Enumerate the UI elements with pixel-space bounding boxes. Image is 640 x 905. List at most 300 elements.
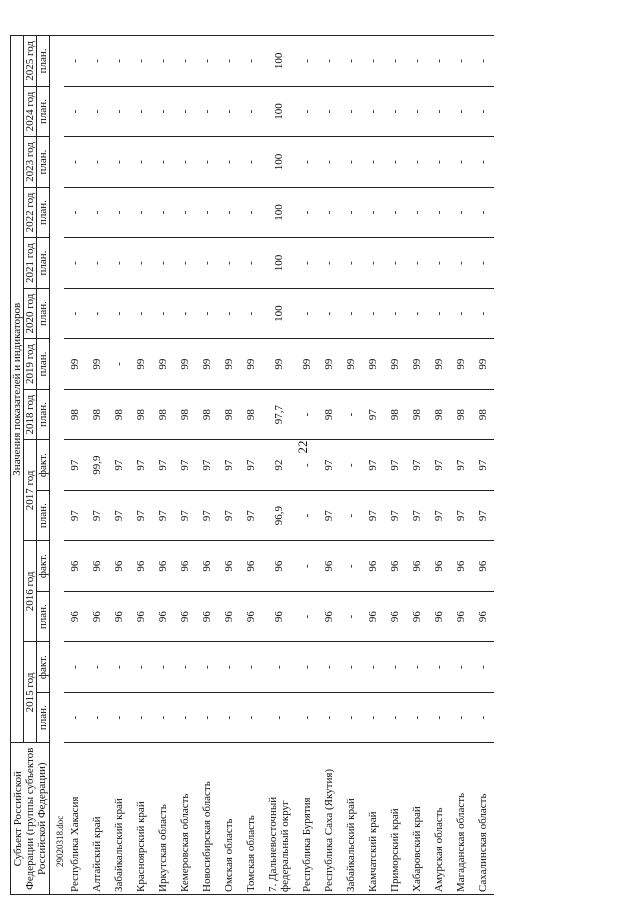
footer-filename: 29020318.doc [55, 815, 65, 867]
value-cell: - [130, 238, 152, 289]
value-cell: - [152, 642, 174, 693]
value-cell: - [296, 36, 318, 87]
subject-name [450, 743, 472, 895]
value-cell: - [240, 187, 262, 238]
subject-name [152, 743, 174, 895]
table-row [240, 36, 262, 895]
value-cell: - [296, 389, 318, 440]
value-cell: - [196, 86, 218, 137]
value-cell: 97 [450, 490, 472, 541]
value-cell: - [362, 86, 384, 137]
value-cell: - [450, 86, 472, 137]
value-cell: - [64, 187, 86, 238]
value-cell: - [86, 187, 108, 238]
value-cell: - [340, 288, 362, 339]
value-cell: - [108, 137, 130, 188]
subject-label: Новосибирская область [201, 781, 213, 892]
value-cell: 97 [406, 490, 428, 541]
subject-name [174, 743, 196, 895]
value-cell: - [218, 36, 240, 87]
value-cell: 97 [472, 490, 494, 541]
value-cell: - [130, 86, 152, 137]
subject-label: Хабаровский край [411, 806, 423, 892]
value-cell: - [318, 288, 340, 339]
value-cell: 97 [240, 490, 262, 541]
value-cell: - [108, 86, 130, 137]
value-cell: - [174, 137, 196, 188]
header-year: 2016 год [24, 541, 37, 642]
value-cell: 99 [472, 339, 494, 390]
header-plan: план. [37, 389, 50, 440]
value-cell: - [196, 36, 218, 87]
value-cell: 97 [384, 490, 406, 541]
value-cell: - [340, 642, 362, 693]
value-cell: - [406, 187, 428, 238]
value-cell: - [196, 288, 218, 339]
value-cell: 96 [108, 591, 130, 642]
header-plan: план. [37, 86, 50, 137]
value-cell: - [362, 288, 384, 339]
value-cell: - [384, 86, 406, 137]
value-cell: 99 [152, 339, 174, 390]
header-plan: план. [37, 137, 50, 188]
value-cell: - [86, 36, 108, 87]
value-cell: 98 [384, 389, 406, 440]
value-cell: - [340, 187, 362, 238]
value-cell: 98 [196, 389, 218, 440]
value-cell: 96 [240, 591, 262, 642]
value-cell: 99 [362, 339, 384, 390]
table-row [174, 36, 196, 895]
value-cell: 96 [318, 591, 340, 642]
subject-label: Камчатский край [367, 811, 379, 892]
value-cell: 96 [86, 541, 108, 592]
value-cell: - [64, 86, 86, 137]
value-cell: 99 [340, 339, 362, 390]
table-row [108, 36, 130, 895]
header-fact: факт. [37, 440, 50, 491]
header-plan: план. [37, 238, 50, 289]
value-cell: 98 [218, 389, 240, 440]
subject-name [384, 743, 406, 895]
value-cell: - [472, 642, 494, 693]
value-cell: - [296, 642, 318, 693]
value-cell: - [240, 288, 262, 339]
value-cell: 99 [174, 339, 196, 390]
value-cell: 97 [174, 440, 196, 491]
value-cell: 96 [86, 591, 108, 642]
value-cell: 98 [318, 389, 340, 440]
value-cell: - [86, 692, 108, 743]
value-cell: 99 [384, 339, 406, 390]
value-cell: - [472, 288, 494, 339]
value-cell: - [130, 187, 152, 238]
value-cell: 98 [174, 389, 196, 440]
value-cell: - [218, 187, 240, 238]
value-cell: - [340, 440, 362, 491]
value-cell: - [152, 288, 174, 339]
value-cell: 98 [108, 389, 130, 440]
value-cell: - [108, 642, 130, 693]
value-cell: - [130, 642, 152, 693]
rotated-table-container [10, 35, 620, 895]
value-cell: - [318, 187, 340, 238]
subject-label: Иркутская область [157, 804, 169, 892]
value-cell: - [262, 642, 296, 693]
value-cell: 97 [362, 490, 384, 541]
value-cell: - [152, 137, 174, 188]
value-cell: 97 [428, 490, 450, 541]
value-cell: 92 [262, 440, 296, 491]
subject-label: Республика Саха (Якутия) [323, 768, 335, 892]
value-cell: 99 [406, 339, 428, 390]
value-cell: - [86, 137, 108, 188]
value-cell: 96 [450, 541, 472, 592]
value-cell: - [108, 339, 130, 390]
value-cell: - [196, 187, 218, 238]
value-cell: - [406, 86, 428, 137]
value-cell: - [362, 642, 384, 693]
value-cell: 96 [240, 541, 262, 592]
value-cell: - [384, 137, 406, 188]
value-cell: 97 [218, 440, 240, 491]
subject-label: Красноярский край [135, 801, 147, 892]
value-cell: 99 [262, 339, 296, 390]
value-cell: - [296, 137, 318, 188]
value-cell: - [218, 86, 240, 137]
table-row [296, 36, 318, 895]
value-cell: - [174, 288, 196, 339]
value-cell: - [174, 86, 196, 137]
value-cell: 96 [318, 541, 340, 592]
value-cell: 96 [174, 541, 196, 592]
value-cell: 97 [472, 440, 494, 491]
subject-label: Приморский край [389, 808, 401, 892]
subject-label: Алтайский край [91, 816, 103, 892]
subject-label: Томская область [245, 815, 257, 892]
value-cell: - [174, 187, 196, 238]
value-cell: - [174, 692, 196, 743]
value-cell: - [362, 187, 384, 238]
value-cell: 97 [318, 490, 340, 541]
value-cell: - [406, 137, 428, 188]
value-cell: - [86, 238, 108, 289]
value-cell: - [450, 36, 472, 87]
value-cell: 96 [384, 591, 406, 642]
value-cell: - [384, 288, 406, 339]
value-cell: - [218, 288, 240, 339]
value-cell: - [428, 288, 450, 339]
header-plan: план. [37, 187, 50, 238]
value-cell: - [406, 36, 428, 87]
value-cell: 96 [428, 591, 450, 642]
value-cell: - [428, 36, 450, 87]
value-cell: - [428, 642, 450, 693]
subject-name [296, 743, 318, 895]
value-cell: - [86, 288, 108, 339]
header-plan: план. [37, 591, 50, 642]
value-cell: - [340, 86, 362, 137]
value-cell: 99 [218, 339, 240, 390]
value-cell: - [240, 137, 262, 188]
value-cell: 96 [406, 541, 428, 592]
table-row [196, 36, 218, 895]
value-cell: - [362, 36, 384, 87]
value-cell: 98 [428, 389, 450, 440]
table-row [318, 36, 340, 895]
value-cell: 100 [262, 238, 296, 289]
value-cell: - [240, 36, 262, 87]
value-cell: - [64, 288, 86, 339]
value-cell: - [108, 692, 130, 743]
row-number: 7. [267, 881, 279, 892]
value-cell: - [240, 642, 262, 693]
value-cell: - [196, 692, 218, 743]
subject-label: Дальневосточный федеральный округ [267, 796, 291, 892]
value-cell: - [64, 642, 86, 693]
value-cell: 96 [362, 541, 384, 592]
value-cell: - [406, 692, 428, 743]
value-cell: - [64, 36, 86, 87]
value-cell: - [340, 137, 362, 188]
value-cell: - [262, 692, 296, 743]
subject-name [64, 743, 86, 895]
value-cell: 96 [152, 541, 174, 592]
table-header [11, 36, 50, 895]
subject-name [86, 743, 108, 895]
value-cell: 99 [196, 339, 218, 390]
value-cell: - [152, 86, 174, 137]
value-cell: - [296, 692, 318, 743]
value-cell: 98 [64, 389, 86, 440]
header-plan: план. [37, 36, 50, 87]
value-cell: 100 [262, 36, 296, 87]
value-cell: - [406, 238, 428, 289]
value-cell: 96 [472, 541, 494, 592]
value-cell: - [428, 137, 450, 188]
value-cell: 96,9 [262, 490, 296, 541]
value-cell: - [130, 36, 152, 87]
value-cell: - [296, 86, 318, 137]
subject-label: Республика Хакасия [69, 796, 81, 892]
value-cell: - [428, 86, 450, 137]
value-cell: 97 [318, 440, 340, 491]
value-cell: 97 [406, 440, 428, 491]
table-row [130, 36, 152, 895]
value-cell: 97 [130, 440, 152, 491]
subject-name [340, 743, 362, 895]
header-plan: план. [37, 692, 50, 743]
value-cell: - [472, 692, 494, 743]
value-cell: - [340, 389, 362, 440]
value-cell: 97 [108, 490, 130, 541]
table-row [262, 36, 296, 895]
value-cell: - [152, 692, 174, 743]
value-cell: - [362, 137, 384, 188]
value-cell: - [450, 238, 472, 289]
header-plan: план. [37, 339, 50, 390]
value-cell: 97 [428, 440, 450, 491]
subject-label: Забайкальский край [345, 798, 357, 892]
subject-name [318, 743, 340, 895]
value-cell: - [196, 642, 218, 693]
table-row [64, 36, 86, 895]
value-cell: 99 [428, 339, 450, 390]
value-cell: - [152, 36, 174, 87]
value-cell: - [472, 187, 494, 238]
subject-name [472, 743, 494, 895]
value-cell: 98 [86, 389, 108, 440]
value-cell: 99 [240, 339, 262, 390]
header-year: 2024 год [24, 86, 37, 137]
value-cell: - [108, 288, 130, 339]
value-cell: - [130, 137, 152, 188]
value-cell: - [428, 187, 450, 238]
value-cell: - [472, 36, 494, 87]
value-cell: 97 [174, 490, 196, 541]
value-cell: 98 [406, 389, 428, 440]
value-cell: - [108, 36, 130, 87]
header-year: 2025 год [24, 36, 37, 87]
value-cell: - [296, 187, 318, 238]
value-cell: - [340, 36, 362, 87]
value-cell: 97 [218, 490, 240, 541]
value-cell: - [240, 86, 262, 137]
value-cell: 96 [218, 591, 240, 642]
value-cell: 97 [152, 440, 174, 491]
value-cell: - [384, 642, 406, 693]
value-cell: - [384, 36, 406, 87]
value-cell: - [296, 591, 318, 642]
value-cell: 96 [108, 541, 130, 592]
value-cell: 96 [130, 591, 152, 642]
value-cell: 99 [86, 339, 108, 390]
table-row [472, 36, 494, 895]
value-cell: 98 [450, 389, 472, 440]
value-cell: - [472, 137, 494, 188]
subject-name [362, 743, 384, 895]
value-cell: - [174, 36, 196, 87]
value-cell: 96 [384, 541, 406, 592]
value-cell: 96 [64, 541, 86, 592]
value-cell: - [406, 642, 428, 693]
value-cell: - [296, 288, 318, 339]
value-cell: - [218, 642, 240, 693]
header-plan: план. [37, 490, 50, 541]
header-fact: факт. [37, 541, 50, 592]
value-cell: 97 [64, 440, 86, 491]
table-row [406, 36, 428, 895]
value-cell: 97 [362, 440, 384, 491]
header-year: 2022 год [24, 187, 37, 238]
value-cell: - [64, 692, 86, 743]
header-values-title: Значения показателей и индикаторов [11, 36, 24, 743]
value-cell: 98 [240, 389, 262, 440]
value-cell: 100 [262, 187, 296, 238]
table-row [428, 36, 450, 895]
value-cell: - [196, 137, 218, 188]
value-cell: - [406, 288, 428, 339]
value-cell: - [340, 490, 362, 541]
subject-label: Омская область [223, 818, 235, 892]
value-cell: - [362, 238, 384, 289]
value-cell: 99 [130, 339, 152, 390]
value-cell: - [296, 541, 318, 592]
value-cell: - [384, 238, 406, 289]
value-cell: 96 [196, 541, 218, 592]
subject-name [130, 743, 152, 895]
value-cell: - [296, 440, 318, 491]
header-year: 2021 год [24, 238, 37, 289]
value-cell: - [108, 238, 130, 289]
value-cell: 96 [262, 541, 296, 592]
subject-label: Магаданская область [455, 792, 467, 892]
value-cell: 97 [384, 440, 406, 491]
subject-name [428, 743, 450, 895]
value-cell: - [318, 137, 340, 188]
value-cell: 98 [472, 389, 494, 440]
value-cell: 96 [428, 541, 450, 592]
value-cell: - [318, 692, 340, 743]
value-cell: - [450, 187, 472, 238]
value-cell: - [218, 238, 240, 289]
header-year: 2019 год [24, 339, 37, 390]
value-cell: - [152, 238, 174, 289]
header-subject: Субъект Российской Федерации (группы субъектов Российской Федерации) [11, 743, 50, 895]
subject-label: Кемеровская область [179, 793, 191, 892]
subject-name [218, 743, 240, 895]
value-cell: - [64, 137, 86, 188]
value-cell: - [240, 238, 262, 289]
value-cell: 100 [262, 86, 296, 137]
value-cell: 96 [152, 591, 174, 642]
value-cell: - [318, 238, 340, 289]
value-cell: - [240, 692, 262, 743]
value-cell: 99 [318, 339, 340, 390]
value-cell: 100 [262, 288, 296, 339]
value-cell: - [108, 187, 130, 238]
subject-name [108, 743, 130, 895]
table-row [152, 36, 174, 895]
value-cell: - [450, 642, 472, 693]
value-cell: - [218, 137, 240, 188]
value-cell: - [130, 288, 152, 339]
value-cell: 96 [472, 591, 494, 642]
header-year: 2020 год [24, 288, 37, 339]
value-cell: 97 [130, 490, 152, 541]
value-cell: 96 [362, 591, 384, 642]
table-row [384, 36, 406, 895]
value-cell: - [428, 238, 450, 289]
value-cell: - [296, 490, 318, 541]
value-cell: 97 [86, 490, 108, 541]
value-cell: 97 [240, 440, 262, 491]
value-cell: - [174, 642, 196, 693]
value-cell: - [64, 238, 86, 289]
value-cell: - [450, 288, 472, 339]
table-row [450, 36, 472, 895]
header-year: 2018 год [24, 389, 37, 440]
subject-label: Республика Бурятия [301, 797, 313, 892]
value-cell: 96 [130, 541, 152, 592]
value-cell: 99,9 [86, 440, 108, 491]
value-cell: 97 [196, 490, 218, 541]
subject-name [240, 743, 262, 895]
subject-name [262, 743, 296, 895]
value-cell: 97 [108, 440, 130, 491]
value-cell: - [86, 86, 108, 137]
value-cell: - [428, 692, 450, 743]
